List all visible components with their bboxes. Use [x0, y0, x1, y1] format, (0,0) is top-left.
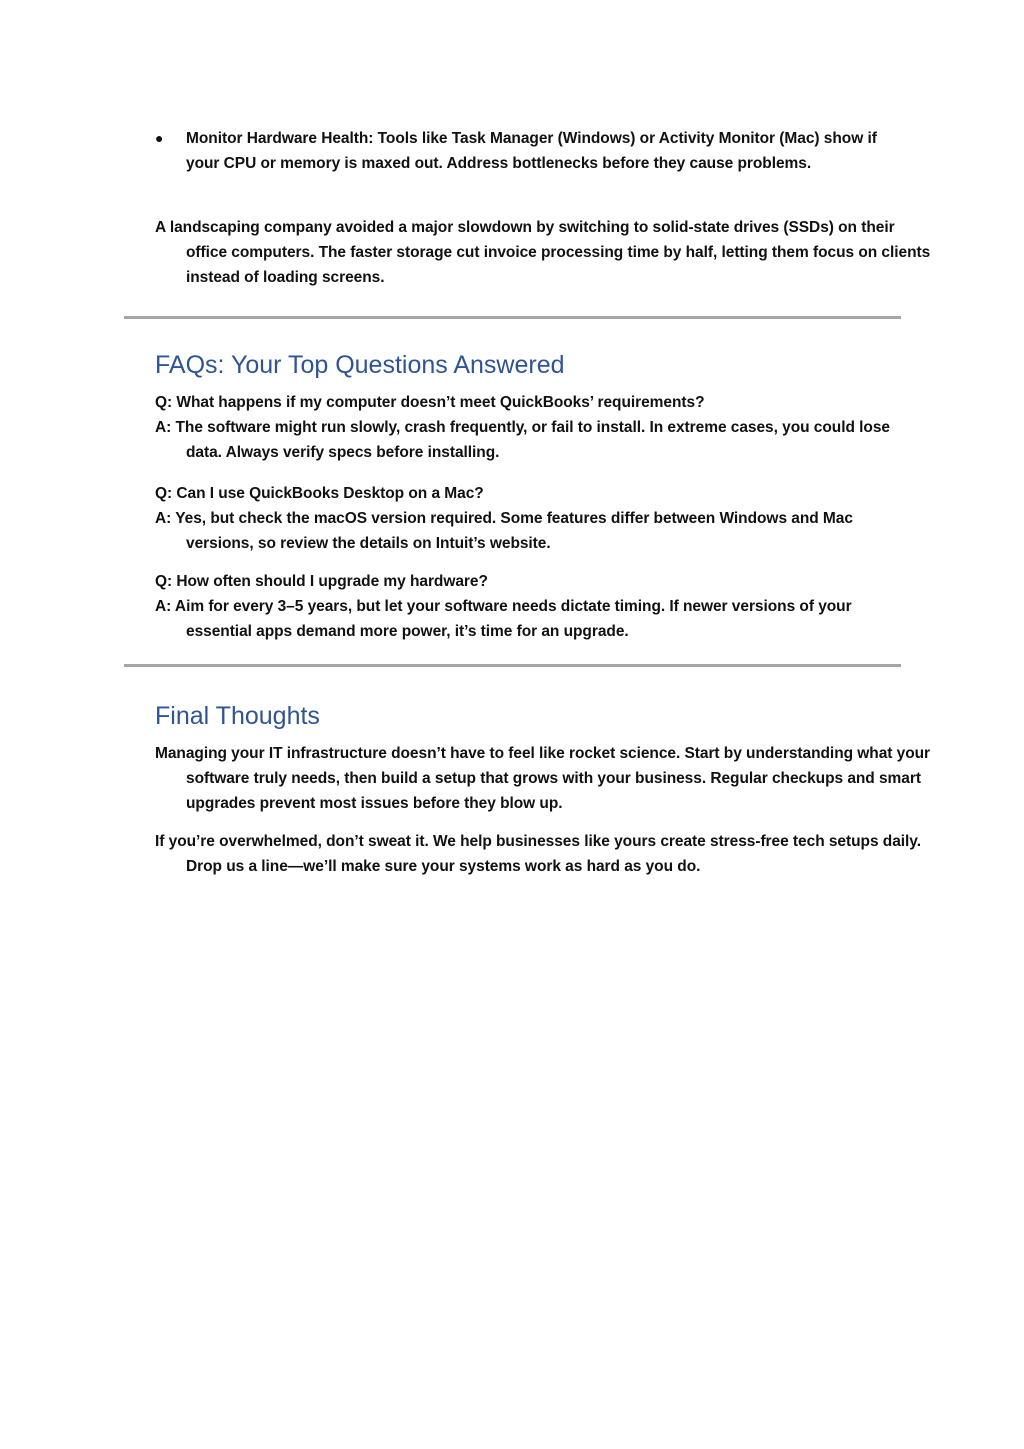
faq-answer: A: Aim for every 3–5 years, but let your software needs dictate timing. If newer versions of your essential apps demand more power, it’s time for an upgrade.: [155, 598, 852, 640]
bullet-list-item: [155, 126, 895, 176]
bullet-dot-icon: ●: [155, 130, 164, 146]
final-thoughts-paragraph: If you’re overwhelmed, don’t sweat it. We help businesses like yours create stress-free tech setups daily. Drop us a line—we’ll make sure your systems work as hard as you do.: [155, 833, 921, 875]
faq-answer: A: The software might run slowly, crash frequently, or fail to install. In extreme cases, you could lose data. Always verify specs before installing.: [155, 419, 890, 461]
faq-item: [155, 390, 900, 465]
landscaping-paragraph: A landscaping company avoided a major slowdown by switching to solid-state drives (SSDs) on their office computers. The faster storage cut invoice processing time by half, letting them focus on clients instead of loading screens.: [155, 219, 931, 286]
faq-question: Q: How often should I upgrade my hardware?: [155, 573, 488, 590]
faq-question: Q: Can I use QuickBooks Desktop on a Mac?: [155, 485, 484, 502]
faq-item: [155, 569, 900, 644]
faq-answer: A: Yes, but check the macOS version required. Some features differ between Windows and Mac versions, so review the details on Intuit’s website.: [155, 510, 853, 552]
final-thoughts-heading: Final Thoughts: [155, 702, 320, 730]
horizontal-divider: [124, 316, 901, 319]
faq-item: [155, 481, 900, 556]
faq-heading: FAQs: Your Top Questions Answered: [155, 351, 565, 379]
final-thoughts-paragraph: Managing your IT infrastructure doesn’t have to feel like rocket science. Start by understanding what your software truly needs, then build a setup that grows with your business. Regular checkups and smart upgrades prevent most issues before they blow up.: [155, 745, 931, 812]
horizontal-divider: [124, 664, 901, 667]
faq-question: Q: What happens if my computer doesn’t meet QuickBooks’ requirements?: [155, 394, 705, 411]
bullet-text: Monitor Hardware Health: Tools like Task Manager (Windows) or Activity Monitor (Mac) show if your CPU or memory is maxed out. Address bottlenecks before they cause problems.: [186, 130, 877, 172]
